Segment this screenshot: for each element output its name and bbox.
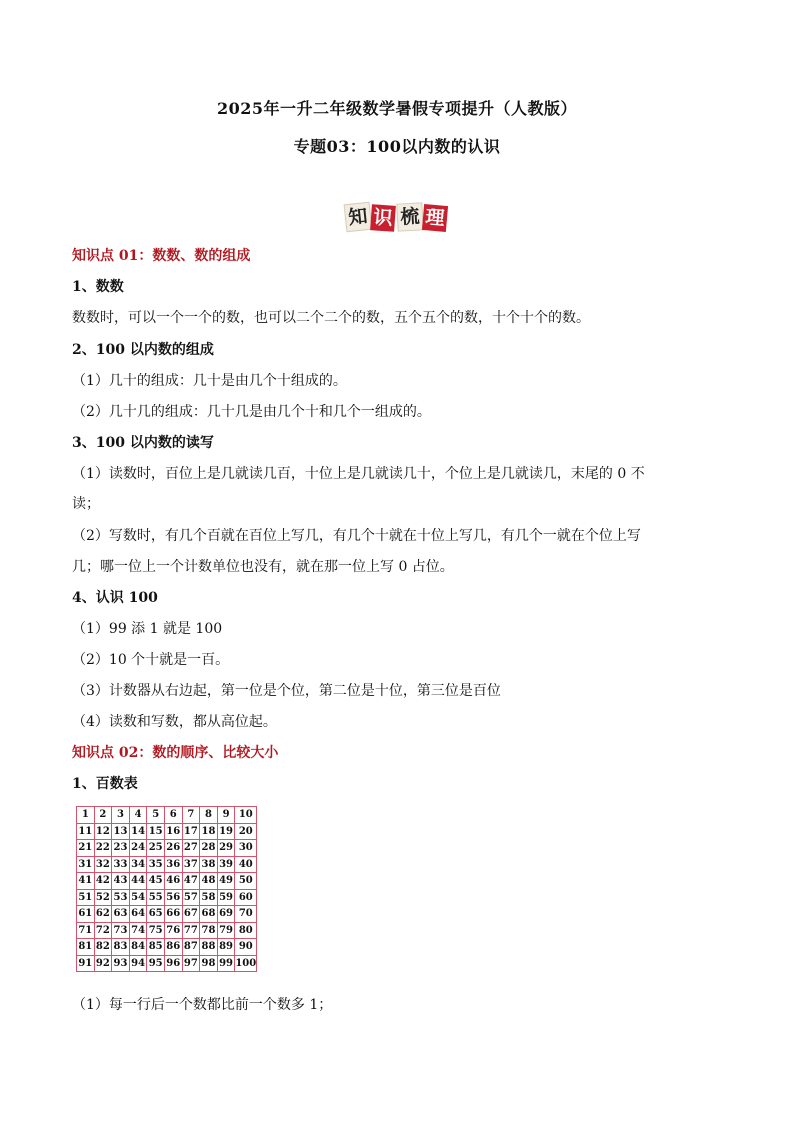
list-item: （1）读数时，百位上是几就读几百，十位上是几就读几十，个位上是几就读几，末尾的 0 不 xyxy=(72,466,645,482)
table-cell: 92 xyxy=(94,955,112,972)
table-cell: 76 xyxy=(164,922,182,939)
table-cell: 39 xyxy=(217,856,235,873)
table-cell: 29 xyxy=(217,840,235,857)
table-cell: 65 xyxy=(147,906,165,923)
table-row xyxy=(77,807,257,824)
badge-char: 梳 xyxy=(396,202,423,231)
badge-char: 识 xyxy=(370,204,396,232)
table-cell: 7 xyxy=(182,807,200,824)
table-cell: 37 xyxy=(182,856,200,873)
table-cell: 88 xyxy=(200,939,218,956)
list-item: （2）10 个十就是一百。 xyxy=(72,652,230,668)
table-cell: 34 xyxy=(129,856,147,873)
table-cell: 66 xyxy=(164,906,182,923)
table-cell: 19 xyxy=(217,823,235,840)
table-cell: 35 xyxy=(147,856,165,873)
table-cell: 24 xyxy=(129,840,147,857)
table-cell: 57 xyxy=(182,889,200,906)
table-cell: 28 xyxy=(200,840,218,857)
table-cell: 33 xyxy=(112,856,130,873)
table-cell: 81 xyxy=(77,939,95,956)
section-heading: 1、百数表 xyxy=(72,776,138,792)
table-cell: 8 xyxy=(200,807,218,824)
table-cell: 3 xyxy=(112,807,130,824)
list-item: （3）计数器从右边起，第一位是个位，第二位是十位，第三位是百位 xyxy=(72,683,501,699)
table-cell: 79 xyxy=(217,922,235,939)
table-cell: 58 xyxy=(200,889,218,906)
table-cell: 54 xyxy=(129,889,147,906)
badge-char: 理 xyxy=(422,204,448,232)
table-cell: 55 xyxy=(147,889,165,906)
table-cell: 18 xyxy=(200,823,218,840)
table-row xyxy=(77,889,257,906)
table-cell: 45 xyxy=(147,873,165,890)
table-row xyxy=(77,856,257,873)
table-cell: 60 xyxy=(235,889,257,906)
table-cell: 44 xyxy=(129,873,147,890)
table-cell: 78 xyxy=(200,922,218,939)
table-cell: 63 xyxy=(112,906,130,923)
table-cell: 13 xyxy=(112,823,130,840)
table-cell: 91 xyxy=(77,955,95,972)
table-cell: 69 xyxy=(217,906,235,923)
table-cell: 75 xyxy=(147,922,165,939)
table-cell: 23 xyxy=(112,840,130,857)
table-row xyxy=(77,823,257,840)
table-cell: 83 xyxy=(112,939,130,956)
table-cell: 86 xyxy=(164,939,182,956)
section-heading: 2、100 以内数的组成 xyxy=(72,342,214,358)
table-cell: 98 xyxy=(200,955,218,972)
table-cell: 26 xyxy=(164,840,182,857)
table-cell: 10 xyxy=(235,807,257,824)
table-cell: 48 xyxy=(200,873,218,890)
table-cell: 32 xyxy=(94,856,112,873)
section-heading: 4、认识 100 xyxy=(72,590,158,606)
table-cell: 67 xyxy=(182,906,200,923)
hundred-chart-table xyxy=(76,806,257,972)
table-cell: 82 xyxy=(94,939,112,956)
table-cell: 70 xyxy=(235,906,257,923)
table-cell: 2 xyxy=(94,807,112,824)
table-row xyxy=(77,906,257,923)
table-row xyxy=(77,955,257,972)
table-cell: 47 xyxy=(182,873,200,890)
table-cell: 15 xyxy=(147,823,165,840)
table-cell: 31 xyxy=(77,856,95,873)
table-cell: 22 xyxy=(94,840,112,857)
list-item: （1）99 添 1 就是 100 xyxy=(72,621,223,637)
table-cell: 40 xyxy=(235,856,257,873)
table-row xyxy=(77,939,257,956)
table-cell: 11 xyxy=(77,823,95,840)
table-cell: 36 xyxy=(164,856,182,873)
section-heading: 3、100 以内数的读写 xyxy=(72,435,214,451)
table-cell: 16 xyxy=(164,823,182,840)
table-cell: 1 xyxy=(77,807,95,824)
table-cell: 27 xyxy=(182,840,200,857)
document-title: 2025年一升二年级数学暑假专项提升（人教版） xyxy=(216,99,578,118)
table-cell: 12 xyxy=(94,823,112,840)
table-cell: 89 xyxy=(217,939,235,956)
table-cell: 9 xyxy=(217,807,235,824)
table-cell: 73 xyxy=(112,922,130,939)
table-cell: 41 xyxy=(77,873,95,890)
table-cell: 62 xyxy=(94,906,112,923)
document-subtitle: 专题03：100以内数的认识 xyxy=(293,137,501,156)
table-cell: 46 xyxy=(164,873,182,890)
badge-char: 知 xyxy=(344,202,373,233)
table-cell: 71 xyxy=(77,922,95,939)
table-cell: 97 xyxy=(182,955,200,972)
table-row xyxy=(77,840,257,857)
section-heading: 1、数数 xyxy=(72,279,124,295)
table-cell: 59 xyxy=(217,889,235,906)
list-item: （1）几十的组成：几十是由几个十组成的。 xyxy=(72,373,347,389)
table-cell: 17 xyxy=(182,823,200,840)
table-cell: 96 xyxy=(164,955,182,972)
table-cell: 6 xyxy=(164,807,182,824)
table-cell: 21 xyxy=(77,840,95,857)
table-cell: 51 xyxy=(77,889,95,906)
table-cell: 20 xyxy=(235,823,257,840)
table-cell: 99 xyxy=(217,955,235,972)
knowledge-point-2-heading: 知识点 02：数的顺序、比较大小 xyxy=(72,745,279,761)
table-cell: 90 xyxy=(235,939,257,956)
table-row xyxy=(77,922,257,939)
table-cell: 42 xyxy=(94,873,112,890)
table-cell: 43 xyxy=(112,873,130,890)
list-item-continuation: 几；哪一位上一个计数单位也没有，就在那一位上写 0 占位。 xyxy=(72,559,454,575)
table-cell: 85 xyxy=(147,939,165,956)
table-cell: 95 xyxy=(147,955,165,972)
table-cell: 53 xyxy=(112,889,130,906)
table-cell: 72 xyxy=(94,922,112,939)
table-cell: 52 xyxy=(94,889,112,906)
table-cell: 4 xyxy=(129,807,147,824)
table-cell: 84 xyxy=(129,939,147,956)
table-cell: 93 xyxy=(112,955,130,972)
table-cell: 61 xyxy=(77,906,95,923)
table-cell: 25 xyxy=(147,840,165,857)
list-item: （2）写数时，有几个百就在百位上写几，有几个十就在十位上写几，有几个一就在个位上写 xyxy=(72,528,641,544)
table-cell: 94 xyxy=(129,955,147,972)
table-cell: 80 xyxy=(235,922,257,939)
table-cell: 30 xyxy=(235,840,257,857)
table-cell: 38 xyxy=(200,856,218,873)
table-cell: 5 xyxy=(147,807,165,824)
table-cell: 87 xyxy=(182,939,200,956)
table-cell: 68 xyxy=(200,906,218,923)
table-cell: 64 xyxy=(129,906,147,923)
table-cell: 56 xyxy=(164,889,182,906)
list-item: （1）每一行后一个数都比前一个数多 1； xyxy=(72,997,333,1013)
table-cell: 74 xyxy=(129,922,147,939)
list-item: （4）读数和写数，都从高位起。 xyxy=(72,714,277,730)
table-cell: 49 xyxy=(217,873,235,890)
table-cell: 100 xyxy=(235,955,257,972)
table-cell: 50 xyxy=(235,873,257,890)
list-item: （2）几十几的组成：几十几是由几个十和几个一组成的。 xyxy=(72,404,431,420)
table-cell: 14 xyxy=(129,823,147,840)
paragraph: 数数时，可以一个一个的数，也可以二个二个的数，五个五个的数，十个十个的数。 xyxy=(72,310,590,326)
knowledge-point-1-heading: 知识点 01：数数、数的组成 xyxy=(72,248,251,264)
table-row xyxy=(77,873,257,890)
table-cell: 77 xyxy=(182,922,200,939)
knowledge-badge xyxy=(341,199,453,235)
list-item-continuation: 读； xyxy=(72,496,100,512)
